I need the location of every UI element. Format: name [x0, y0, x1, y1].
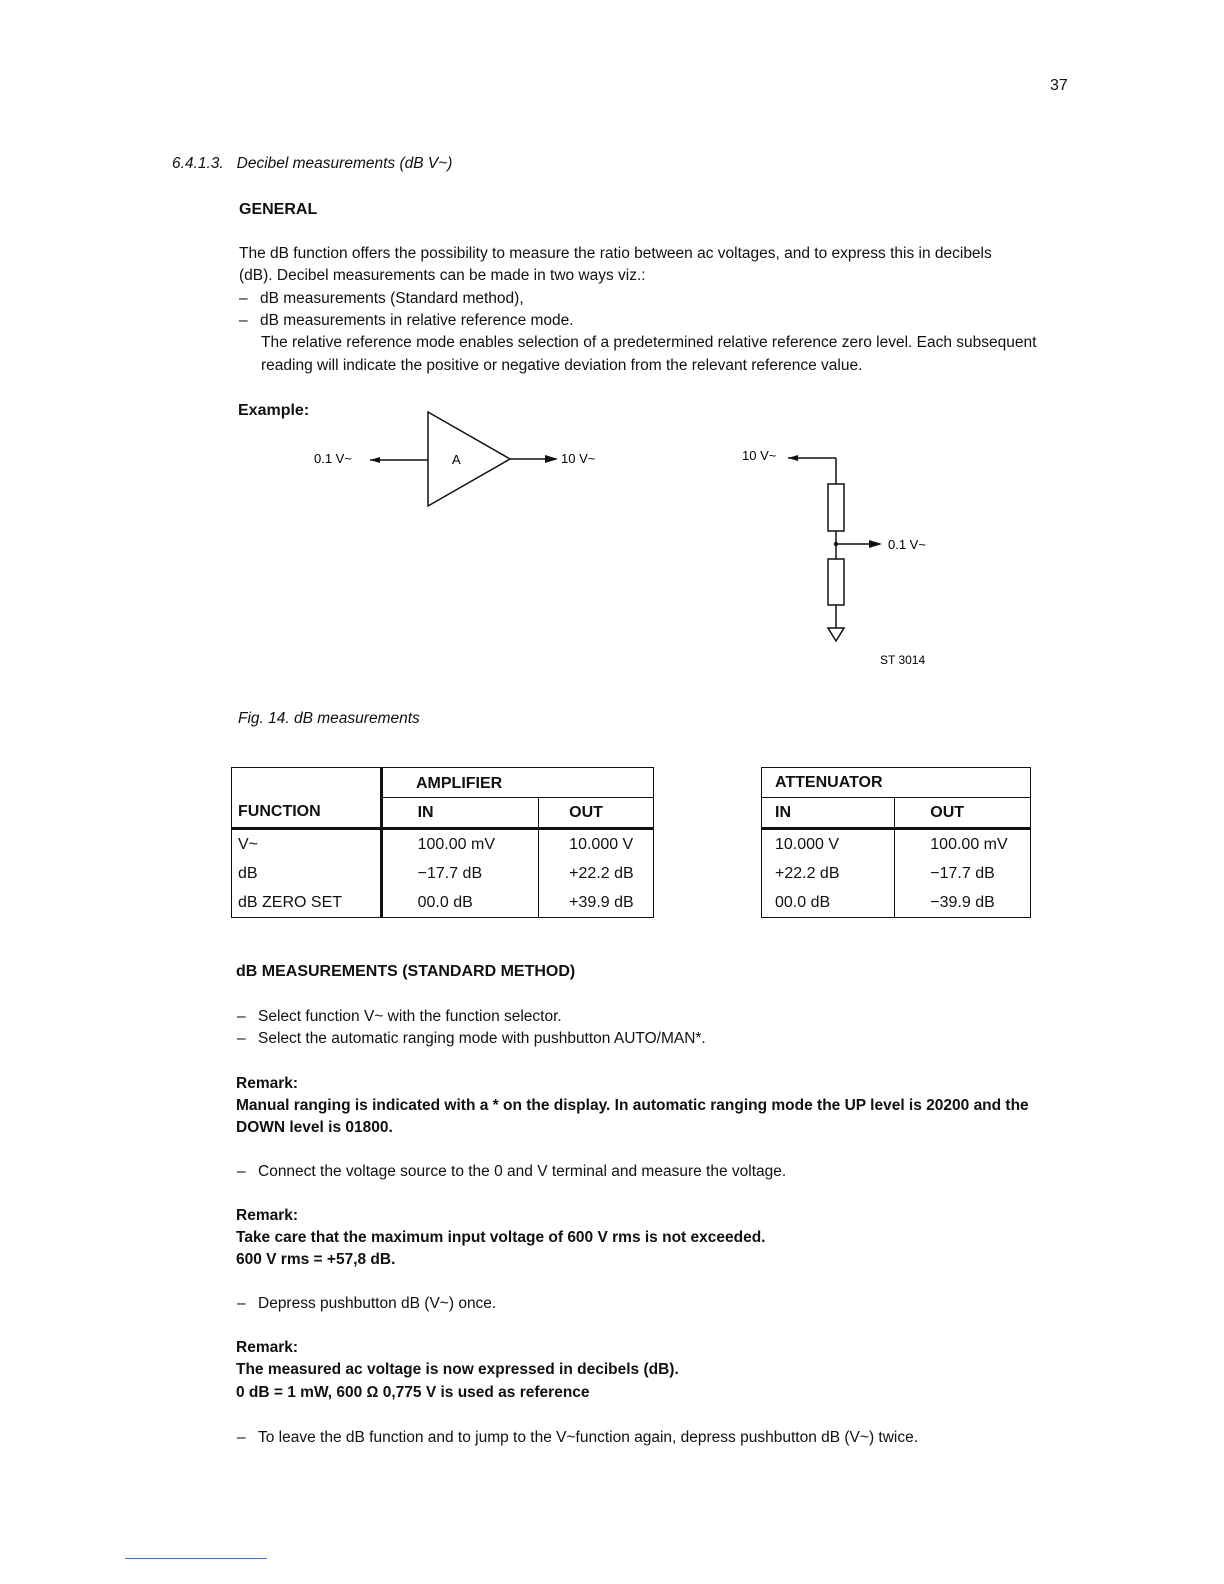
bullet-standard: – dB measurements (Standard method), [239, 290, 524, 307]
amplifier-triangle [428, 412, 510, 506]
att-out-header: OUT [895, 798, 1031, 829]
att-output-arrow [869, 540, 882, 548]
amp-out-cell: +39.9 dB [539, 888, 654, 918]
step-depress-twice-text: To leave the dB function and to jump to the V~function again, depress pushbutton dB (V~) twice. [258, 1429, 919, 1446]
ground-icon [828, 628, 844, 641]
standard-method-heading: dB MEASUREMENTS (STANDARD METHOD) [236, 963, 576, 980]
bullet-standard-text: dB measurements (Standard method), [260, 290, 524, 307]
step-connect-source-text: Connect the voltage source to the 0 and V terminal and measure the voltage. [258, 1163, 787, 1180]
amp-output-arrow [545, 455, 558, 463]
table-row [232, 859, 654, 888]
amp-in-header: IN [381, 798, 539, 829]
remark-2-line-2: 600 V rms = +57,8 dB. [236, 1251, 396, 1268]
remark-3-label: Remark: [236, 1339, 299, 1356]
remark-3-line-1: The measured ac voltage is now expressed in decibels (dB). [236, 1361, 679, 1378]
att-input-label: 10 V~ [742, 448, 777, 463]
remark-3-line-2: 0 dB = 1 mW, 600 Ω 0,775 V is used as reference [236, 1384, 590, 1401]
remark-1-label: Remark: [236, 1075, 299, 1092]
amp-out-cell: +22.2 dB [539, 859, 654, 888]
amplifier-header: AMPLIFIER [416, 775, 503, 792]
section-title: Decibel measurements (dB V~) [236, 155, 453, 172]
function-header: FUNCTION [232, 798, 382, 829]
att-in-cell: 00.0 dB [762, 888, 895, 918]
bullet-relative: – dB measurements in relative reference mode. [239, 312, 574, 329]
db-measurement-diagram [0, 0, 1224, 700]
remark-2-line-1: Take care that the maximum input voltage of 600 V rms is not exceeded. [236, 1229, 766, 1246]
att-output-label: 0.1 V~ [888, 537, 926, 552]
step-connect-source: – Connect the voltage source to the 0 and V terminal and measure the voltage. [237, 1163, 787, 1180]
att-out-cell: −39.9 dB [895, 888, 1031, 918]
step-depress-once: – Depress pushbutton dB (V~) once. [237, 1295, 497, 1312]
step-depress-twice: – To leave the dB function and to jump to the V~function again, depress pushbutton dB (V~) twice. [237, 1429, 919, 1446]
step-select-function: – Select function V~ with the function selector. [237, 1008, 562, 1025]
relative-line-2: reading will indicate the positive or negative deviation from the relevant reference value. [261, 357, 863, 374]
footer-rule [125, 1558, 267, 1559]
amp-input-label: 0.1 V~ [314, 451, 352, 466]
amp-output-label: 10 V~ [561, 451, 596, 466]
remark-2-label: Remark: [236, 1207, 299, 1224]
table-row [232, 888, 654, 918]
section-number: 6.4.1.3. [172, 155, 224, 172]
remark-1-line-1: Manual ranging is indicated with a * on the display. In automatic ranging mode the UP level is 20200 and the [236, 1097, 1029, 1114]
step-select-auto-text: Select the automatic ranging mode with pushbutton AUTO/MAN*. [258, 1030, 706, 1047]
table-row [762, 859, 1031, 888]
attenuator-table [761, 767, 1031, 918]
table-row [232, 829, 654, 860]
amplifier-circuit [314, 412, 596, 506]
bullet-relative-text: dB measurements in relative reference mode. [260, 312, 574, 329]
example-label: Example: [238, 402, 310, 419]
attenuator-header: ATTENUATOR [762, 768, 1031, 798]
amp-in-cell: −17.7 dB [381, 859, 539, 888]
remark-1-line-2: DOWN level is 01800. [236, 1119, 393, 1136]
step-select-auto: – Select the automatic ranging mode with pushbutton AUTO/MAN*. [237, 1030, 706, 1047]
function-cell: dB ZERO SET [232, 888, 382, 918]
general-heading: GENERAL [239, 201, 318, 218]
page-number: 37 [1050, 77, 1068, 94]
resistor-upper [828, 484, 844, 531]
table-row [762, 829, 1031, 860]
intro-line-2: (dB). Decibel measurements can be made in two ways viz.: [239, 267, 646, 284]
step-depress-once-text: Depress pushbutton dB (V~) once. [258, 1295, 497, 1312]
amp-in-cell: 100.00 mV [381, 829, 539, 860]
att-in-header: IN [762, 798, 895, 829]
att-out-cell: 100.00 mV [895, 829, 1031, 860]
function-cell: V~ [232, 829, 382, 860]
amp-out-cell: 10.000 V [539, 829, 654, 860]
function-header-spacer [232, 768, 382, 798]
att-in-cell: +22.2 dB [762, 859, 895, 888]
intro-line-1: The dB function offers the possibility to measure the ratio between ac voltages, and to express this in decibels [239, 245, 992, 262]
attenuator-circuit [742, 448, 926, 667]
figure-code: ST 3014 [880, 653, 926, 667]
relative-line-1: The relative reference mode enables selection of a predetermined relative reference zero level. Each subsequent [261, 334, 1037, 351]
att-out-cell: −17.7 dB [895, 859, 1031, 888]
amp-in-cell: 00.0 dB [381, 888, 539, 918]
amp-out-header: OUT [539, 798, 654, 829]
table-row [762, 888, 1031, 918]
step-select-function-text: Select function V~ with the function selector. [258, 1008, 562, 1025]
att-in-cell: 10.000 V [762, 829, 895, 860]
function-cell: dB [232, 859, 382, 888]
resistor-lower [828, 559, 844, 605]
amp-symbol-label: A [452, 452, 461, 467]
figure-caption: Fig. 14. dB measurements [238, 710, 420, 727]
